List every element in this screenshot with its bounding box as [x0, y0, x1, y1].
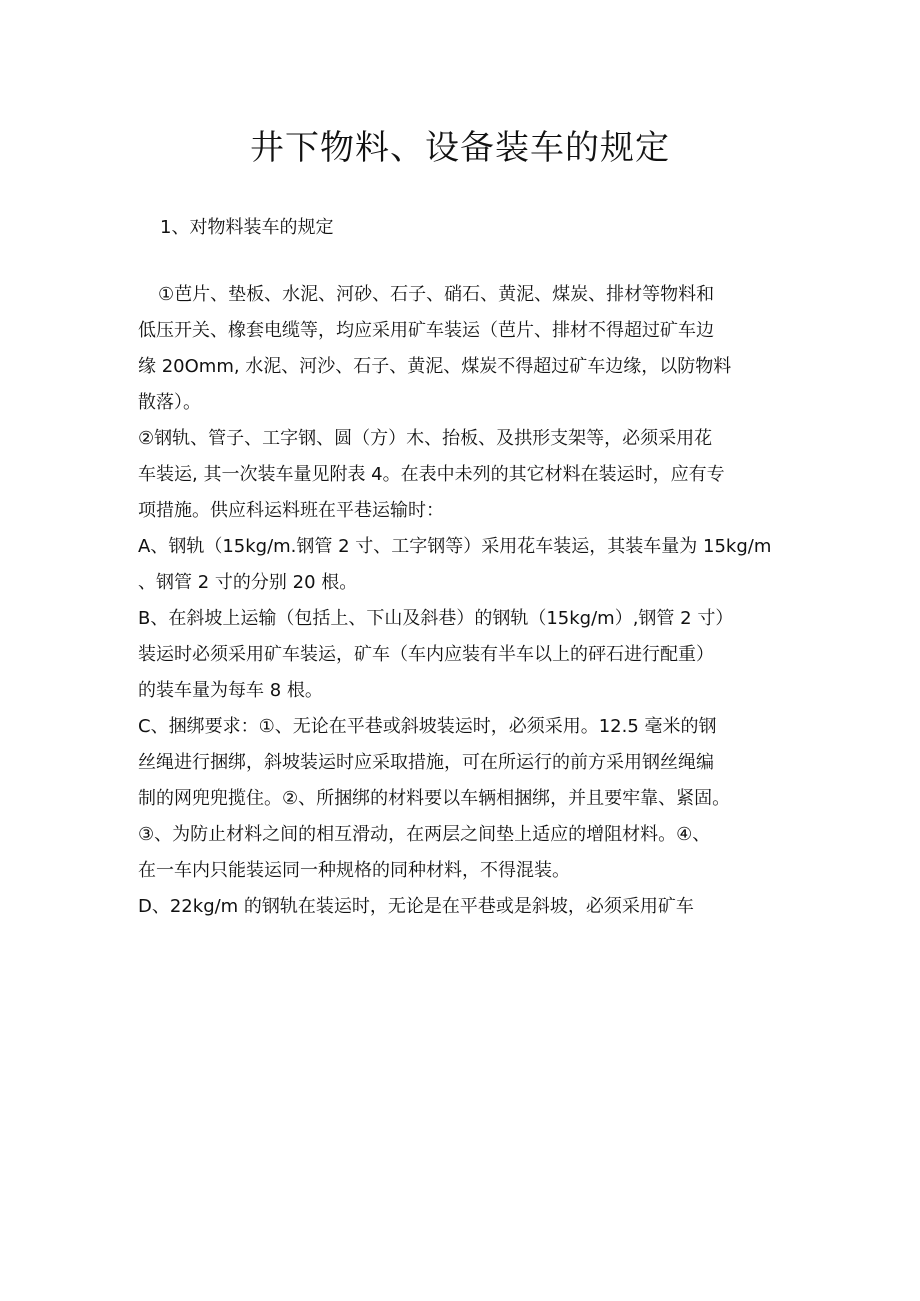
body-line: 在一车内只能装运同一种规格的同种材料，不得混装。: [138, 860, 570, 881]
body-line: 车装运, 其一次装车量见附表 4。在表中未列的其它材料在装运时，应有专: [138, 464, 725, 485]
body-line: B、在斜坡上运输（包括上、下山及斜巷）的钢轨（15kg/m）,钢管 2 寸）: [138, 608, 734, 629]
body-line: ①芭片、垫板、水泥、河砂、石子、硝石、黄泥、煤炭、排材等物料和: [158, 284, 715, 305]
body-line: 装运时必须采用矿车装运，矿车（车内应装有半车以上的砰石进行配重）: [138, 644, 714, 665]
body-line: 项措施。供应科运料班在平巷运输时：: [138, 500, 444, 521]
body-line: 低压开关、橡套电缆等，均应采用矿车装运（芭片、排材不得超过矿车边: [138, 320, 714, 341]
section-heading: 1、对物料装车的规定: [160, 217, 334, 238]
body-line: 、钢管 2 寸的分别 20 根。: [138, 572, 358, 593]
body-line: 丝绳进行捆绑，斜坡装运时应采取措施，可在所运行的前方采用钢丝绳编: [138, 752, 714, 773]
body-line: ③、为防止材料之间的相互滑动，在两层之间垫上适应的增阻材料。④、: [138, 824, 711, 845]
document-title: 井下物料、设备装车的规定: [250, 128, 670, 168]
body-line: 的装车量为每车 8 根。: [138, 680, 323, 701]
body-line: 散落）。: [138, 392, 201, 413]
body-line: 缘 20Omm, 水泥、河沙、石子、黄泥、煤炭不得超过矿车边缘，以防物料: [138, 356, 732, 377]
document-body: [138, 277, 798, 925]
body-line: D、22kg/m 的钢轨在装运时，无论是在平巷或是斜坡，必须采用矿车: [138, 896, 694, 917]
body-line: C、捆绑要求：①、无论在平巷或斜坡装运时，必须采用。12.5 毫米的钢: [138, 716, 717, 737]
body-line: 制的网兜兜揽住。②、所捆绑的材料要以车辆相捆绑，并且要牢靠、紧固。: [138, 788, 731, 809]
body-line: ②钢轨、管子、工字钢、圆（方）木、抬板、及拱形支架等，必须采用花: [138, 428, 713, 449]
body-line: A、钢轨（15kg/m.钢管 2 寸、工字钢等）采用花车装运，其装车量为 15kg/m: [138, 536, 772, 557]
